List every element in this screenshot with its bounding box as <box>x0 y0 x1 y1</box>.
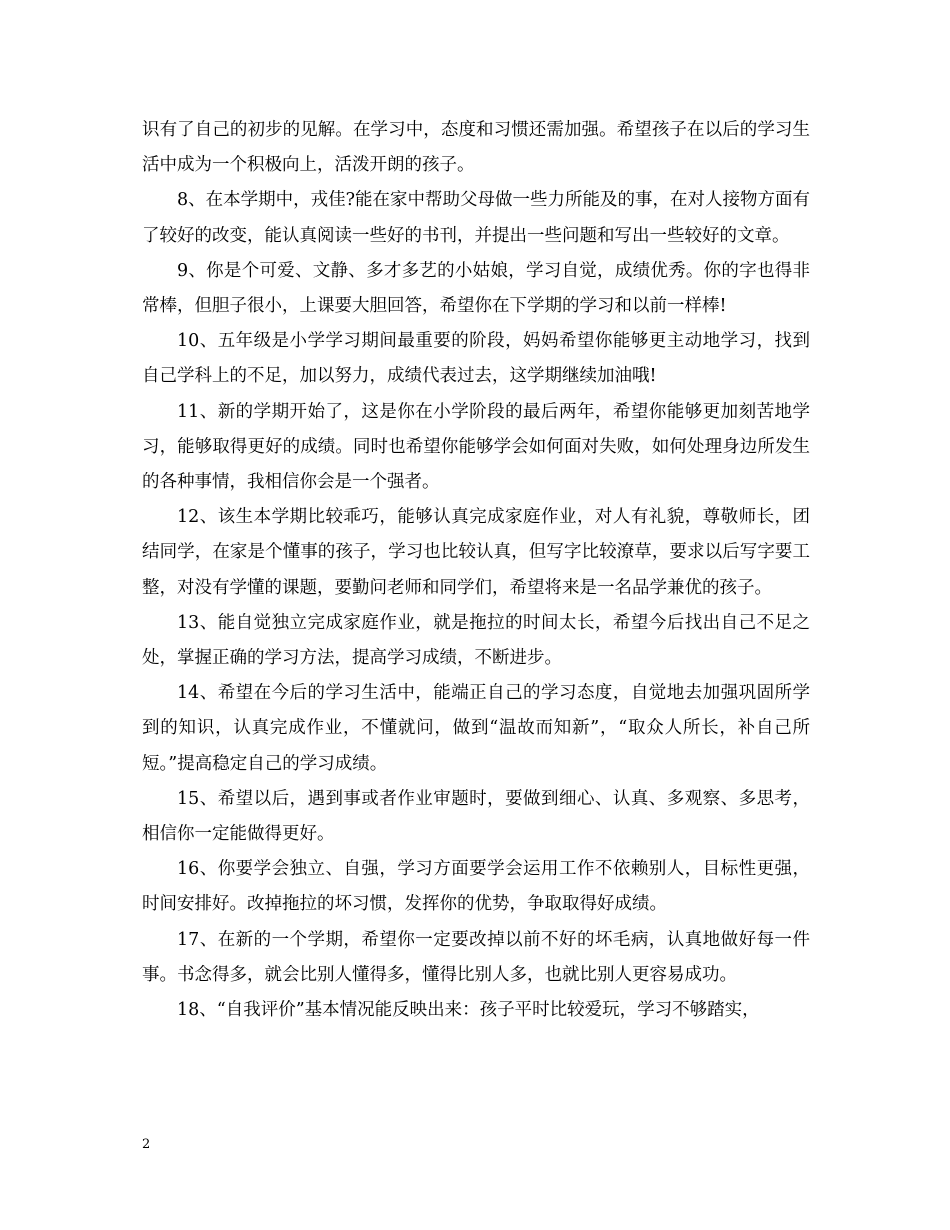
paragraph: 13、能自觉独立完成家庭作业，就是拖拉的时间太长，希望今后找出自己不足之处，掌握正确的学习方法，提高学习成绩，不断进步。 <box>142 612 810 669</box>
paragraph: 14、希望在今后的学习生活中，能端正自己的学习态度，自觉地去加强巩固所学到的知识，认真完成作业，不懂就问，做到“温故而知新”，“取众人所长，补自己所短。”提高稳定自己的学习成绩。 <box>142 683 810 774</box>
paragraph: 11、新的学期开始了，这是你在小学阶段的最后两年，希望你能够更加刻苦地学习，能够取得更好的成绩。同时也希望你能够学会如何面对失败，如何处理身边所发生的各种事情，我相信你会是一个强者。 <box>142 401 810 493</box>
paragraph: 18、“自我评价”基本情况能反映出来：孩子平时比较爱玩，学习不够踏实， <box>177 1000 760 1021</box>
paragraph: 9、你是个可爱、文静、多才多艺的小姑娘，学习自觉，成绩优秀。你的字也得非常棒，但胆子很小，上课要大胆回答，希望你在下学期的学习和以前一样棒! <box>142 260 810 317</box>
page-number: 2 <box>142 1137 151 1152</box>
document-body <box>142 113 810 1028</box>
paragraph: 8、在本学期中，戎佳?能在家中帮助父母做一些力所能及的事，在对人接物方面有了较好的改变，能认真阅读一些好的书刊，并提出一些问题和写出一些较好的文章。 <box>142 190 811 246</box>
paragraph: 16、你要学会独立、自强，学习方面要学会运用工作不依赖别人，目标性更强，时间安排好。改掉拖拉的坏习惯，发挥你的优势，争取取得好成绩。 <box>142 859 810 915</box>
paragraph: 10、五年级是小学学习期间最重要的阶段，妈妈希望你能够更主动地学习，找到自己学科上的不足，加以努力，成绩代表过去，这学期继续加油哦! <box>142 331 810 387</box>
paragraph: 17、在新的一个学期，希望你一定要改掉以前不好的坏毛病，认真地做好每一件事。书念得多，就会比别人懂得多，懂得比别人多，也就比别人更容易成功。 <box>142 929 810 985</box>
paragraph: 15、希望以后，遇到事或者作业审题时，要做到细心、认真、多观察、多思考，相信你一定能做得更好。 <box>142 788 810 845</box>
paragraph: 识有了自己的初步的见解。在学习中，态度和习惯还需加强。希望孩子在以后的学习生活中成为一个积极向上，活泼开朗的孩子。 <box>142 120 810 176</box>
paragraph: 12、该生本学期比较乖巧，能够认真完成家庭作业，对人有礼貌，尊敬师长，团结同学，在家是个懂事的孩子，学习也比较认真，但写字比较潦草，要求以后写字要工整，对没有学懂的课题，要勤问老师和同学们，希望将来是一名品学兼优的孩子。 <box>142 507 810 598</box>
